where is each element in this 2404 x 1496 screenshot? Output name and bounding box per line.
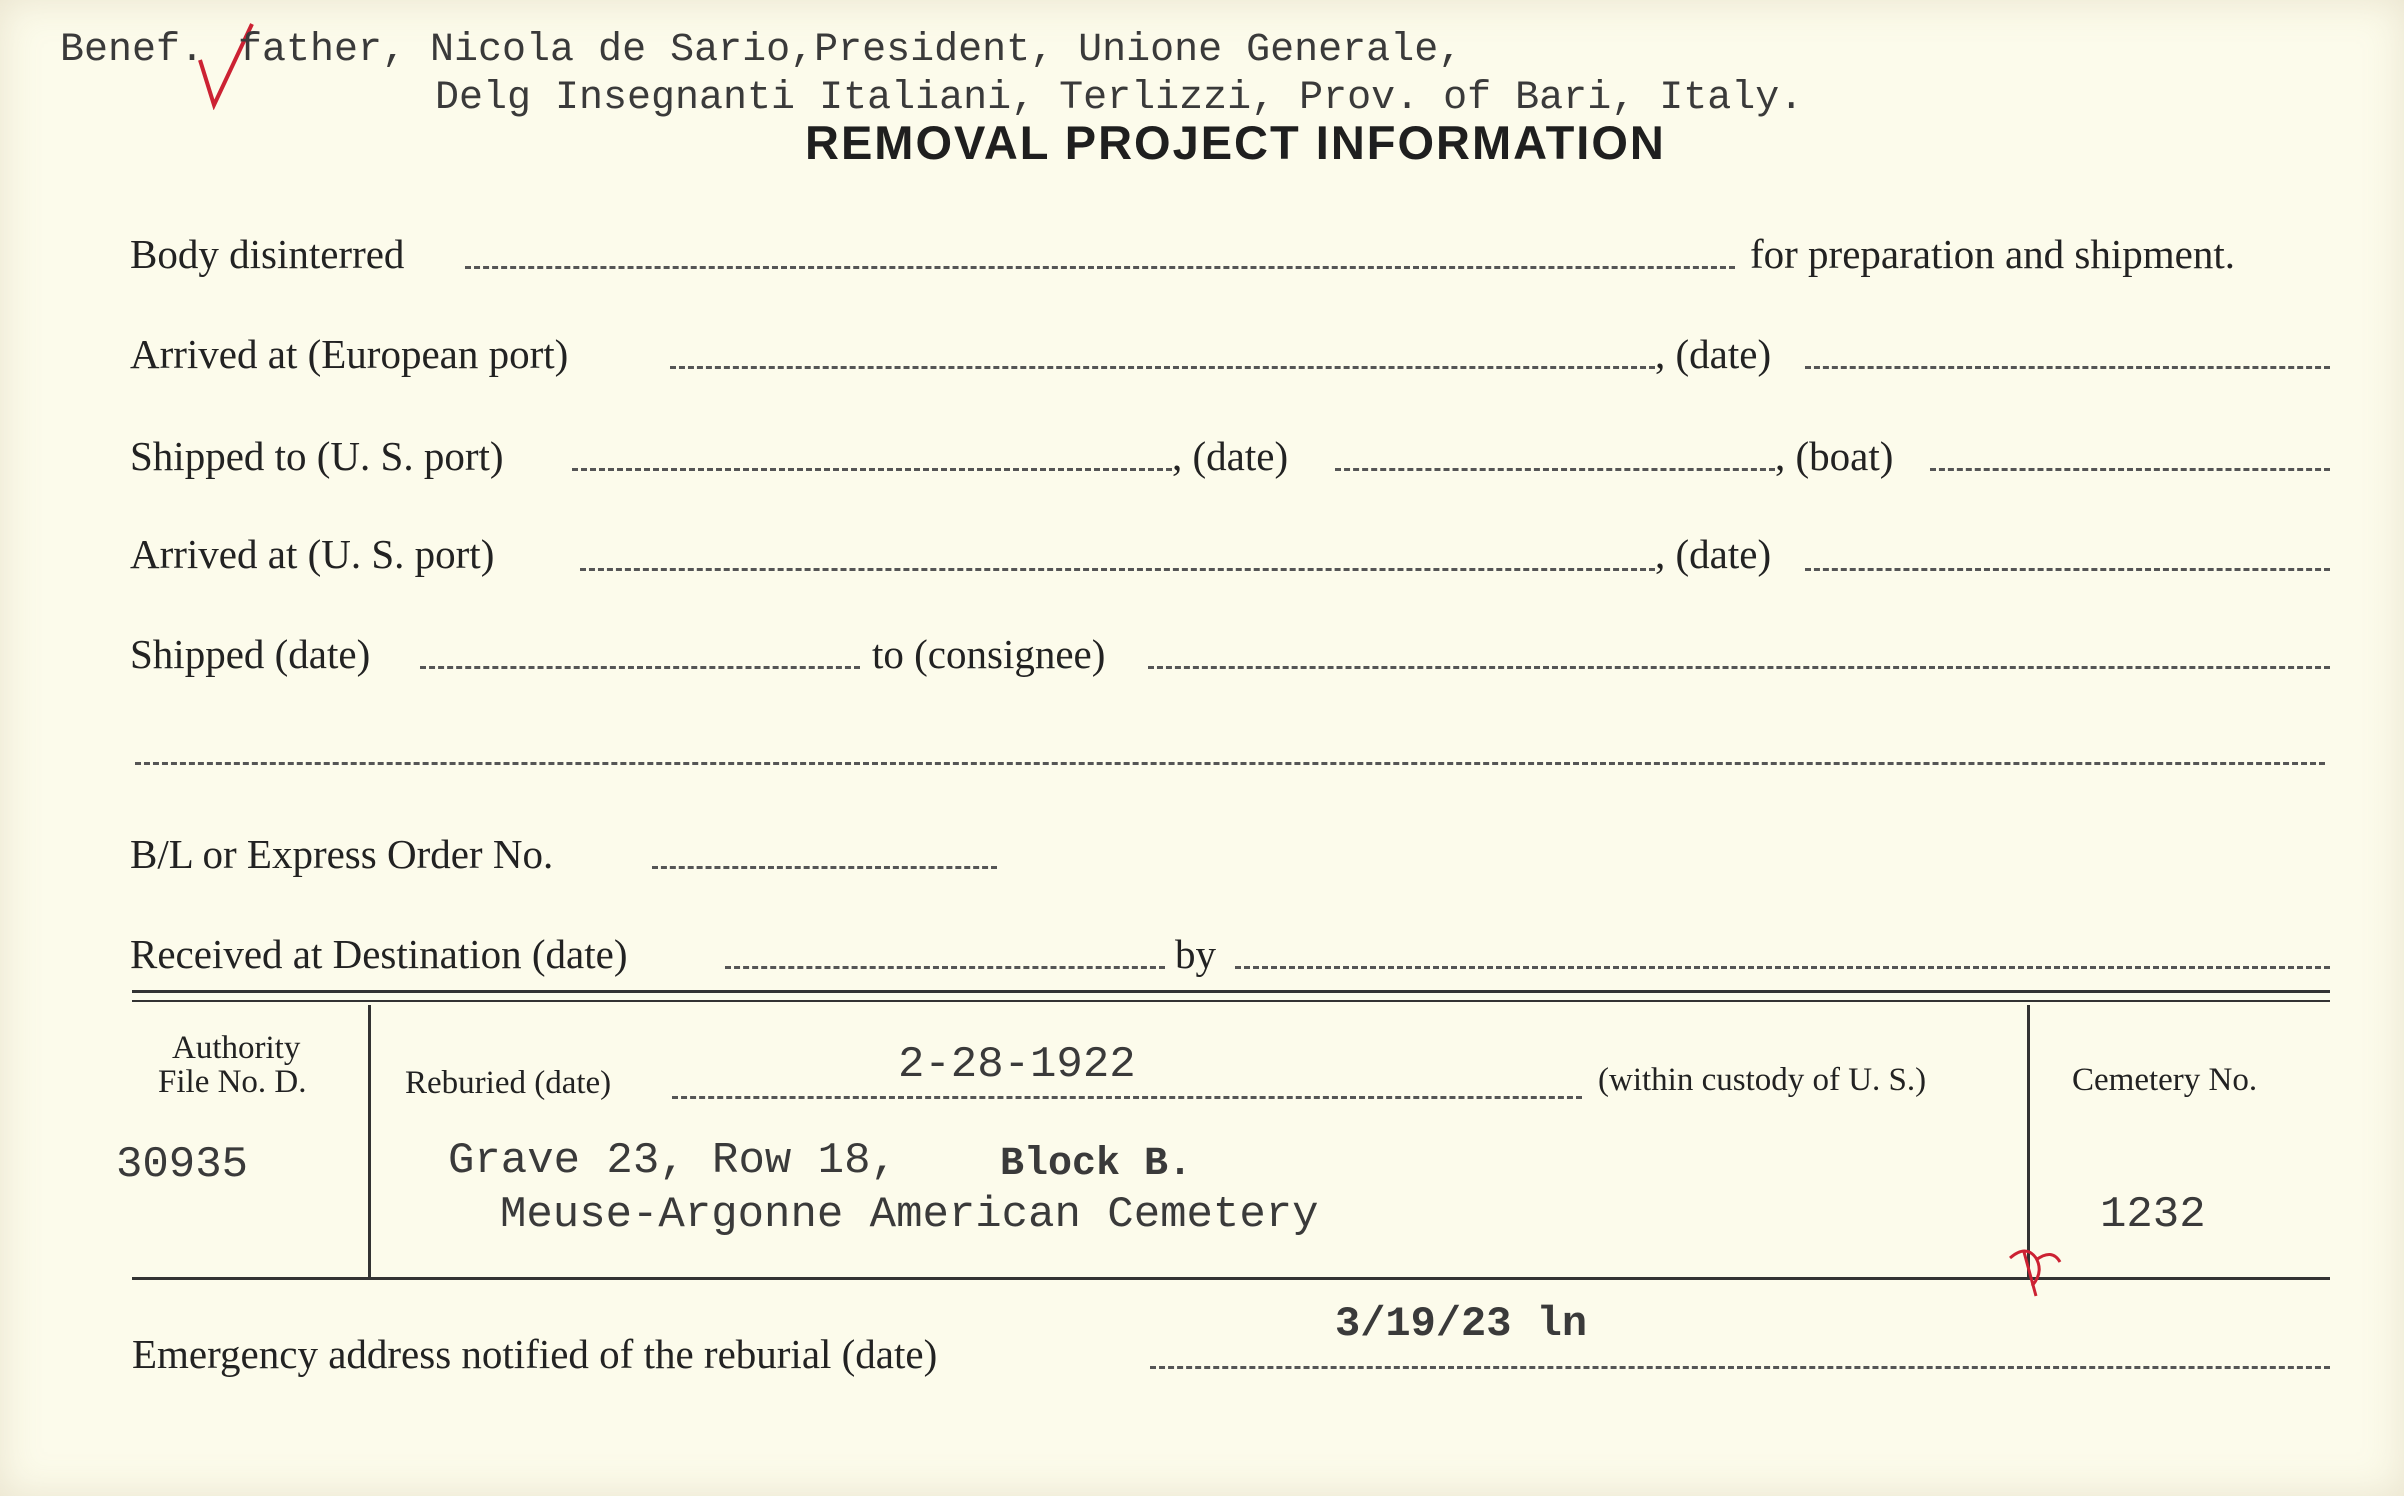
row8-by-line	[1235, 966, 2330, 969]
authority-label-2: File No. D.	[158, 1064, 307, 1100]
authority-label-1: Authority	[172, 1030, 301, 1066]
table-divider-left	[368, 1005, 371, 1277]
row4-line	[580, 568, 1655, 571]
emergency-line	[1150, 1366, 2330, 1369]
row1-suffix: for preparation and shipment.	[1750, 231, 2236, 277]
separator-top	[132, 990, 2330, 993]
row7-line	[652, 866, 997, 869]
reburied-value: 2-28-1922	[898, 1040, 1136, 1090]
authority-value: 30935	[116, 1140, 249, 1190]
row4-date-line	[1805, 568, 2330, 571]
row5-label: Shipped (date)	[130, 631, 371, 677]
row3-label: Shipped to (U. S. port)	[130, 433, 504, 479]
row4-date-label: , (date)	[1655, 531, 1772, 577]
header-prefix: Benef.	[60, 28, 205, 73]
row6-blank-line	[135, 762, 2325, 765]
row7-label: B/L or Express Order No.	[130, 831, 554, 877]
row5-line	[420, 666, 860, 669]
header-line2: Delg Insegnanti Italiani, Terlizzi, Prov. of Bari, Italy.	[435, 76, 1804, 121]
cemetery-no-label: Cemetery No.	[2072, 1062, 2258, 1098]
separator-bottom	[132, 1000, 2330, 1002]
row8-line	[725, 966, 1165, 969]
reburied-line	[672, 1096, 1582, 1099]
custody-label: (within custody of U. S.)	[1598, 1062, 1927, 1098]
header-line1: father, Nicola de Sario,President, Unione Generale,	[238, 28, 1463, 73]
block-value: Block B.	[1000, 1142, 1193, 1187]
form-title: REMOVAL PROJECT INFORMATION	[805, 116, 1666, 169]
cemetery-no-value: 1232	[2100, 1190, 2206, 1240]
row2-line	[670, 366, 1655, 369]
emergency-label: Emergency address notified of the reburial (date)	[132, 1331, 938, 1377]
red-initial-mark-icon	[2006, 1238, 2066, 1298]
row3-line	[572, 468, 1172, 471]
reburied-label: Reburied (date)	[405, 1065, 612, 1101]
row5-consignee-line	[1148, 666, 2330, 669]
row8-label: Received at Destination (date)	[130, 931, 628, 977]
row1-line	[465, 266, 1735, 269]
table-bottom-rule	[132, 1277, 2330, 1280]
row2-date-label: , (date)	[1655, 331, 1772, 377]
row5-consignee-label: to (consignee)	[872, 631, 1106, 677]
row1-label: Body disinterred	[130, 231, 405, 277]
grave-line: Grave 23, Row 18,	[448, 1136, 897, 1186]
row3-date-label: , (date)	[1172, 433, 1289, 479]
table-divider-right	[2027, 1005, 2030, 1277]
row8-by-label: by	[1175, 931, 1216, 977]
cemetery-name: Meuse-Argonne American Cemetery	[500, 1190, 1319, 1240]
row2-date-line	[1805, 366, 2330, 369]
row3-date-line	[1335, 468, 1775, 471]
row3-boat-line	[1930, 468, 2330, 471]
emergency-value: 3/19/23 ln	[1335, 1300, 1588, 1348]
row2-label: Arrived at (European port)	[130, 331, 569, 377]
row3-boat-label: , (boat)	[1775, 433, 1894, 479]
row4-label: Arrived at (U. S. port)	[130, 531, 495, 577]
